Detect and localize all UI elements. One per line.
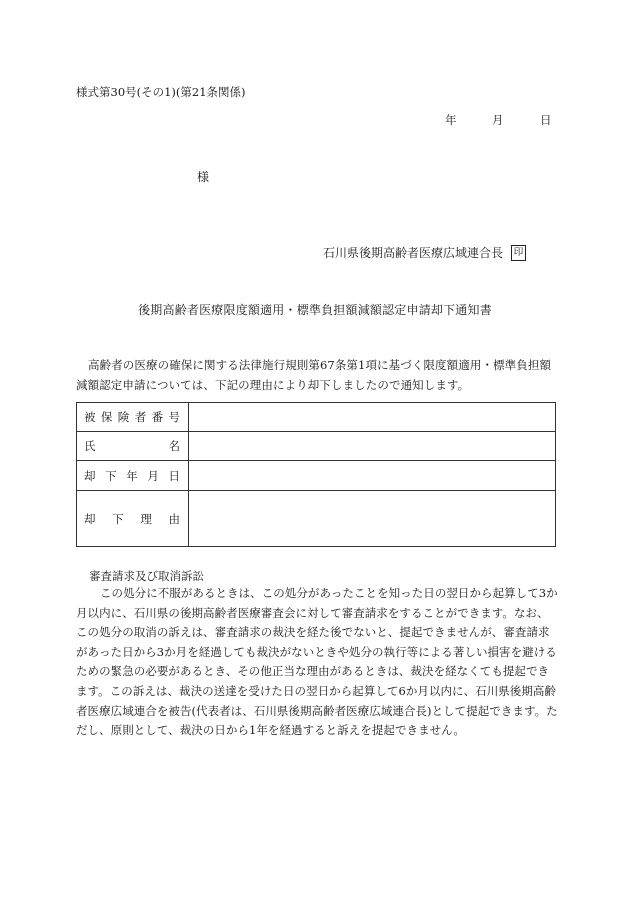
form-number: 様式第30号(その1)(第21条関係) [76, 85, 246, 99]
table-row [77, 491, 556, 547]
date-month-label: 月 [492, 113, 504, 127]
name-value [189, 432, 556, 461]
document-title: 後期高齢者医療限度額適用・標準負担額減額認定申請却下通知書 [138, 303, 492, 317]
info-table [76, 402, 556, 547]
date-year-label: 年 [445, 113, 457, 127]
sender-block [323, 244, 526, 261]
recipient-honorific: 様 [197, 170, 210, 184]
table-row [77, 432, 556, 461]
sender-name: 石川県後期高齢者医療広域連合長 [323, 246, 504, 260]
appeal-heading: 審査請求及び取消訴訟 [89, 569, 204, 583]
table-row [77, 461, 556, 491]
date-day-label: 日 [540, 113, 552, 127]
rejection-reason-label: 却下理由 [77, 491, 189, 547]
appeal-body: この処分に不服があるときは、この処分があったことを知った日の翌日から起算して3か月以内に、石川県の後期高齢者医療審査会に対して審査請求をすることができます。なお、この処分の取消の訴えは、審査請求の裁決を経た後でないと、提起できませんが、審査請求があった日から3か月を経過しても裁決がないときや処分の執行等による著しい損害を避けるための緊急の必要があるとき、その他正当な理由があるときは、裁決を経なくても提起できます。この訴えは、裁決の送達を受けた日の翌日から起算して6か月以内に、石川県後期高齢者医療広域連合を被告(代表者は、石川県後期高齢者医療広域連合長)として提起できます。ただし、原則として、裁決の日から1年を経過すると訴えを提起できません。 [76, 586, 558, 738]
seal-stamp: 印 [511, 245, 526, 261]
name-label: 氏名 [77, 432, 189, 461]
insured-number-label: 被保険者番号 [77, 403, 189, 432]
table-row [77, 403, 556, 432]
rejection-date-label: 却下年月日 [77, 461, 189, 491]
rejection-date-value [189, 461, 556, 491]
rejection-reason-value [189, 491, 556, 547]
intro-paragraph: 高齢者の医療の確保に関する法律施行規則第67条第1項に基づく限度額適用・標準負担額減額認定申請については、下記の理由により却下しましたので通知します。 [76, 358, 552, 392]
insured-number-value [189, 403, 556, 432]
